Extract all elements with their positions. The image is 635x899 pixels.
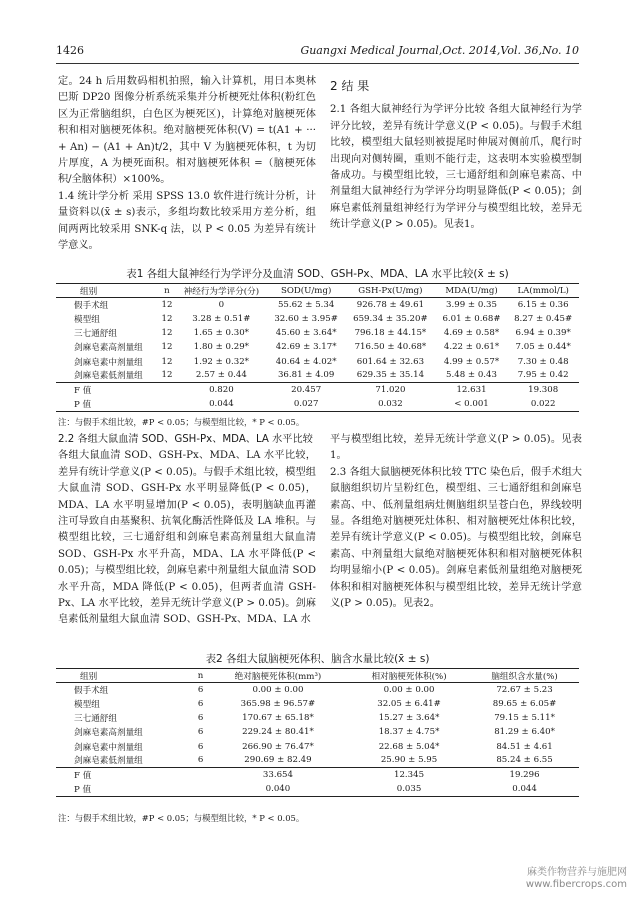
table-row	[56, 711, 579, 725]
table-row	[56, 683, 579, 697]
table-cell: 32.05 ± 6.41#	[377, 698, 441, 709]
table-row	[56, 725, 579, 739]
table-cell: 模型组	[74, 314, 100, 325]
table1-header-cell: LA(mmol/L)	[507, 284, 579, 298]
table-cell: 6.01 ± 0.68#	[442, 313, 501, 324]
table-cell: 0.00 ± 0.00	[383, 685, 435, 696]
table-cell: 0.027	[267, 397, 345, 411]
table-cell: 剑麻皂素低剂量组	[74, 756, 143, 767]
table-row	[56, 754, 579, 768]
table-cell: 12.631	[436, 383, 508, 397]
table-cell: 72.67 ± 5.23	[496, 685, 553, 696]
table-cell: 25.90 ± 5.95	[380, 755, 438, 766]
table-row	[56, 383, 579, 397]
table-cell: 84.51 ± 4.61	[496, 741, 553, 752]
table-cell: 36.81 ± 4.09	[277, 370, 335, 381]
table-row	[56, 340, 579, 354]
table1-header-cell: 神经行为学评分(分)	[176, 284, 268, 298]
right-column-mid	[330, 432, 582, 612]
table-cell: 假手术组	[74, 686, 109, 697]
table-cell: 剑麻皂素中剂量组	[74, 357, 143, 368]
table-cell: 12	[161, 313, 173, 324]
table-cell: 4.22 ± 0.61*	[443, 342, 500, 353]
table-cell	[193, 768, 208, 782]
table-cell: 6	[197, 727, 204, 738]
table-cell: < 0.001	[436, 397, 508, 411]
table-cell: 6	[197, 685, 204, 696]
table-cell: 0.00 ± 0.00	[252, 685, 304, 696]
table-cell: 6	[197, 698, 204, 709]
table-cell: 3.28 ± 0.51#	[192, 313, 251, 324]
table-cell: 12	[161, 300, 173, 311]
table-cell: 716.50 ± 40.68*	[354, 342, 427, 353]
table2-caption: 表2 各组大鼠脑梗死体积、脑含水量比较(x̄ ± s)	[205, 653, 430, 665]
table-row	[56, 326, 579, 340]
table-cell: 79.15 ± 5.11*	[494, 713, 555, 724]
table-cell: 85.24 ± 6.55	[496, 755, 553, 766]
table1-header-cell: GSH-Px(U/mg)	[345, 284, 436, 298]
table-cell: 5.48 ± 0.43	[446, 370, 497, 381]
table-cell: 7.30 ± 0.48	[517, 356, 569, 367]
table-cell: 42.69 ± 3.17*	[275, 342, 337, 353]
table-cell: 33.654	[208, 768, 348, 782]
table-cell: 45.60 ± 3.64*	[275, 328, 337, 339]
table-cell: P 值	[56, 397, 158, 411]
table-cell: 0.044	[176, 397, 268, 411]
table-cell: 剑麻皂素中剂量组	[74, 742, 143, 753]
table-cell: 4.69 ± 0.58*	[443, 328, 500, 339]
table-cell: 剑麻皂素高剂量组	[74, 728, 143, 739]
table-cell: 229.24 ± 80.41*	[242, 727, 314, 738]
table-cell: 12	[161, 370, 173, 381]
table-cell: P 值	[56, 782, 193, 796]
table-cell: 22.68 ± 5.04*	[378, 741, 440, 752]
table1-note: 注：与假手术组比较，#P < 0.05；与模型组比较，* P < 0.05。	[58, 417, 305, 427]
header-rule	[56, 63, 579, 64]
table2-note: 注：与假手术组比较，#P < 0.05；与模型组比较，* P < 0.05。	[58, 813, 305, 823]
table-cell: 19.308	[507, 383, 579, 397]
table2-header-cell: 组别	[56, 669, 193, 683]
table-row	[56, 768, 579, 782]
table-cell: 601.64 ± 32.63	[356, 356, 425, 367]
table-cell: 0	[218, 300, 225, 311]
table-row	[56, 397, 579, 411]
table-cell: 剑麻皂素高剂量组	[74, 343, 143, 354]
table-cell: 629.35 ± 35.14	[356, 370, 425, 381]
table-cell: 6.15 ± 0.36	[517, 300, 569, 311]
watermark-line: www.fibercrops.com	[525, 879, 627, 890]
table1-header-cell: n	[158, 284, 175, 298]
table-cell: 0.022	[507, 397, 579, 411]
table-cell: 89.65 ± 6.05#	[492, 698, 557, 709]
left-column-top	[58, 74, 316, 254]
table-cell: 4.99 ± 0.57*	[443, 356, 500, 367]
table-cell: 1.80 ± 0.29*	[193, 342, 249, 353]
table-cell: 0.044	[470, 782, 579, 796]
table-row	[56, 369, 579, 383]
table-cell: 12	[161, 328, 173, 339]
table2-header-cell: 脑组织含水量(%)	[470, 669, 579, 683]
table-cell: 170.67 ± 65.18*	[242, 713, 314, 724]
table-cell: 266.90 ± 76.47*	[242, 741, 314, 752]
table-cell: 6.94 ± 0.39*	[515, 328, 571, 339]
table1-header-row	[56, 284, 579, 298]
table-row	[56, 312, 579, 326]
methods-paragraph: 定。24 h 后用数码相机拍照，输入计算机，用日本奥林巴斯 DP20 图像分析系统采集并分析梗死灶体积(粉红色区为正常脑组织，白色区为梗死区)，计算绝对脑梗死体积和相对脑梗死体积。绝对脑梗死体积(V) = t(A1 + ··· + An) − (A1 + An)t/2，其中 V 为脑梗死体积，t 为切片厚度，A 为梗死面积。相对脑梗死体积 =（脑梗死体积/全脑体积）×100%。	[58, 76, 316, 186]
table-cell: 0.032	[345, 397, 436, 411]
table-cell: 32.60 ± 3.95#	[274, 313, 338, 324]
left-column-mid	[58, 432, 316, 629]
section-2-2-paragraph: 各组大鼠血清 SOD、GSH-Px、MDA、LA 水平比较，差异有统计学意义(P < 0.05)。与假手术组比较，模型组大鼠血清 SOD、GSH-Px 水平明显降低(P < 0.05)，MDA、LA 水平明显增加(P < 0.05)，表明脑缺血再灌注可导致自由基聚积、抗氧化酶活性降低及 LA 堆积。与模型组比较，三七通舒组和剑麻皂素高剂量组大鼠血清 SOD、GSH-Px 水平升高，MDA、LA 水平降低(P < 0.05)；与模型组比较，剑麻皂素中剂量组大鼠血清 SOD 水平升高，MDA 降低(P < 0.05)，但两者血清 GSH-Px、LA 水平比较，差异无统计学意义(P > 0.05)。剑麻皂素低剂量组大鼠血清 SOD、GSH-Px、MDA、LA 水	[58, 450, 316, 626]
table-cell: 7.05 ± 0.44*	[515, 342, 571, 353]
table2-header-row	[56, 669, 579, 683]
results-heading: 2 结 果	[330, 79, 370, 93]
section-2-2-continued: 平与模型组比较，差异无统计学意义(P > 0.05)。见表1。	[330, 434, 582, 462]
table-cell: 40.64 ± 4.02*	[275, 356, 337, 367]
table2	[56, 668, 579, 797]
table-cell: 假手术组	[74, 301, 109, 312]
statistics-paragraph: 1.4 统计学分析 采用 SPSS 13.0 软件进行统计分析，计量资料以(x̄ ± s)表示，多组均数比较采用方差分析，组间两两比较采用 SNK-q 法，以 P < 0.05 为差异有统计学意义。	[58, 190, 316, 252]
page-number: 1426	[56, 44, 84, 57]
table-cell: 290.69 ± 82.49	[244, 755, 312, 766]
table-row	[56, 298, 579, 312]
table-cell: 12	[161, 342, 173, 353]
table-cell: 6	[197, 755, 204, 766]
table-cell: 1.65 ± 0.30*	[193, 328, 249, 339]
table-cell: 7.95 ± 0.42	[517, 370, 569, 381]
table-cell: 三七通舒组	[74, 714, 117, 725]
table-cell: 365.98 ± 96.57#	[240, 698, 316, 709]
right-column-top	[330, 74, 582, 234]
table1	[56, 283, 579, 412]
table-cell: 三七通舒组	[74, 329, 117, 340]
table-cell: 71.020	[345, 383, 436, 397]
table-cell	[193, 782, 208, 796]
table-cell: 8.27 ± 0.45#	[514, 313, 573, 324]
table-cell: 12	[161, 356, 173, 367]
table1-header-cell: 组别	[56, 284, 158, 298]
table-cell: 796.18 ± 44.15*	[354, 328, 427, 339]
section-2-3-paragraph: 2.3 各组大鼠脑梗死体积比较 TTC 染色后，假手术组大鼠脑组织切片呈粉红色，模型组、三七通舒组和剑麻皂素高、中、低剂量组病灶侧脑组织呈苍白色，界线较明显。各组绝对脑梗死灶体积、相对脑梗死灶体积比较，差异有统计学意义(P < 0.05)。与模型组比较，剑麻皂素高、中剂量组大鼠绝对脑梗死体积和相对脑梗死体积均明显缩小(P < 0.05)。剑麻皂素低剂量组绝对脑梗死体积和相对脑梗死体积与模型组比较，差异无统计学意义(P > 0.05)。见表2。	[330, 466, 582, 610]
table-cell: 659.34 ± 35.20#	[353, 313, 428, 324]
running-header	[56, 44, 579, 62]
table-row	[56, 354, 579, 368]
table-cell: 12.345	[348, 768, 470, 782]
watermark	[526, 867, 627, 891]
table-cell: F 值	[56, 383, 158, 397]
table-cell: 20.457	[267, 383, 345, 397]
table-cell	[158, 397, 175, 411]
results-paragraph-2-1: 2.1 各组大鼠神经行为学评分比较 各组大鼠神经行为学评分比较，差异有统计学意义(P < 0.05)。与假手术组比较，模型组大鼠轻则被提尾时伸展对侧前爪，爬行时出现向对侧转圈，重则不能行走，这表明本实验模型制备成功。与模型组比较，三七通舒组和剑麻皂素高、中剂量组大鼠神经行为学评分均明显降低(P < 0.05)；剑麻皂素低剂量组神经行为学评分与模型组比较，差异无统计学意义(P > 0.05)。见表1。	[330, 104, 582, 231]
table1-header-cell: SOD(U/mg)	[267, 284, 345, 298]
table2-header-cell: 相对脑梗死体积(%)	[348, 669, 470, 683]
section-2-2-heading: 2.2 各组大鼠血清 SOD、GSH-Px、MDA、LA 水平比较	[58, 434, 313, 445]
table-cell: 模型组	[74, 699, 100, 710]
table-row	[56, 697, 579, 711]
table-cell: 19.296	[470, 768, 579, 782]
table1-header-cell: MDA(U/mg)	[436, 284, 508, 298]
table2-header-cell: 绝对脑梗死体积(mm³)	[208, 669, 348, 683]
table-cell	[158, 383, 175, 397]
table-cell: 0.035	[348, 782, 470, 796]
table-cell: 0.820	[176, 383, 268, 397]
table-cell: 18.37 ± 4.75*	[378, 727, 440, 738]
table-cell: 0.040	[208, 782, 348, 796]
table1-caption: 表1 各组大鼠神经行为学评分及血清 SOD、GSH-Px、MDA、LA 水平比较(x̄ ± s)	[126, 268, 509, 280]
table-cell: 15.27 ± 3.64*	[378, 713, 440, 724]
table-cell: 剑麻皂素低剂量组	[74, 371, 143, 382]
table-row	[56, 739, 579, 753]
table-cell: 2.57 ± 0.44	[195, 370, 247, 381]
watermark-line: 麻类作物营养与施肥网	[527, 867, 627, 878]
table-cell: 55.62 ± 5.34	[277, 300, 335, 311]
table-cell: 6	[197, 741, 204, 752]
journal-citation: Guangxi Medical Journal,Oct. 2014,Vol. 36,No. 10	[300, 44, 579, 57]
table-row	[56, 782, 579, 796]
table-cell: 6	[197, 713, 204, 724]
table-cell: 3.99 ± 0.35	[446, 300, 497, 311]
table-cell: F 值	[56, 768, 193, 782]
table-cell: 81.29 ± 6.40*	[494, 727, 555, 738]
table-cell: 926.78 ± 49.61	[356, 300, 425, 311]
table2-header-cell: n	[193, 669, 208, 683]
table-cell: 1.92 ± 0.32*	[193, 356, 249, 367]
